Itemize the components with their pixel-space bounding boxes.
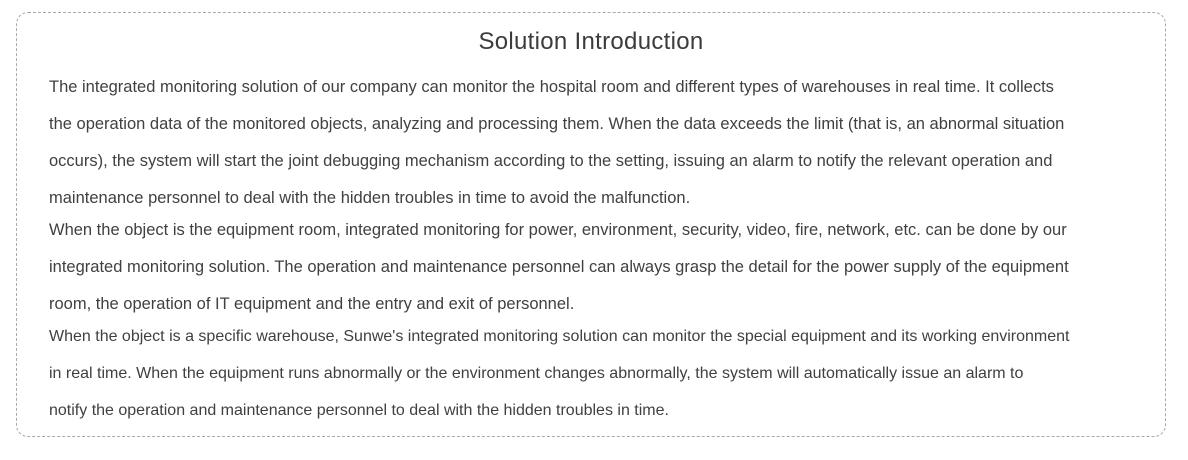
text-line: occurs), the system will start the joint debugging mechanism according to the setting, issuing an alarm to notify the relevant operation and [49, 152, 1053, 170]
text-line: room, the operation of IT equipment and the entry and exit of personnel. [49, 295, 575, 313]
intro-text [17, 57, 1165, 429]
text-line: maintenance personnel to deal with the hidden troubles in time to avoid the malfunction. [49, 189, 691, 207]
solution-introduction-panel [16, 12, 1166, 437]
paragraph-warehouse [49, 318, 1129, 429]
text-line: the operation data of the monitored objects, analyzing and processing them. When the data exceeds the limit (that is, an abnormal situation [49, 115, 1065, 133]
paragraph-equipment-room [49, 212, 1129, 323]
text-line: The integrated monitoring solution of our company can monitor the hospital room and different types of warehouses in real time. It collects [49, 78, 1054, 96]
text-line: When the object is a specific warehouse, Sunwe's integrated monitoring solution can monitor the special equipment and its working environment [49, 328, 1070, 345]
text-line: notify the operation and maintenance personnel to deal with the hidden troubles in time. [49, 402, 669, 419]
text-line: When the object is the equipment room, integrated monitoring for power, environment, security, video, fire, network, etc. can be done by our [49, 221, 1067, 239]
text-line: in real time. When the equipment runs abnormally or the environment changes abnormally, the system will automatically issue an alarm to [49, 365, 1024, 382]
paragraph-overview [49, 69, 1129, 217]
text-line: integrated monitoring solution. The operation and maintenance personnel can always grasp the detail for the power supply of the equipment [49, 258, 1069, 276]
page-title: Solution Introduction [478, 28, 704, 55]
